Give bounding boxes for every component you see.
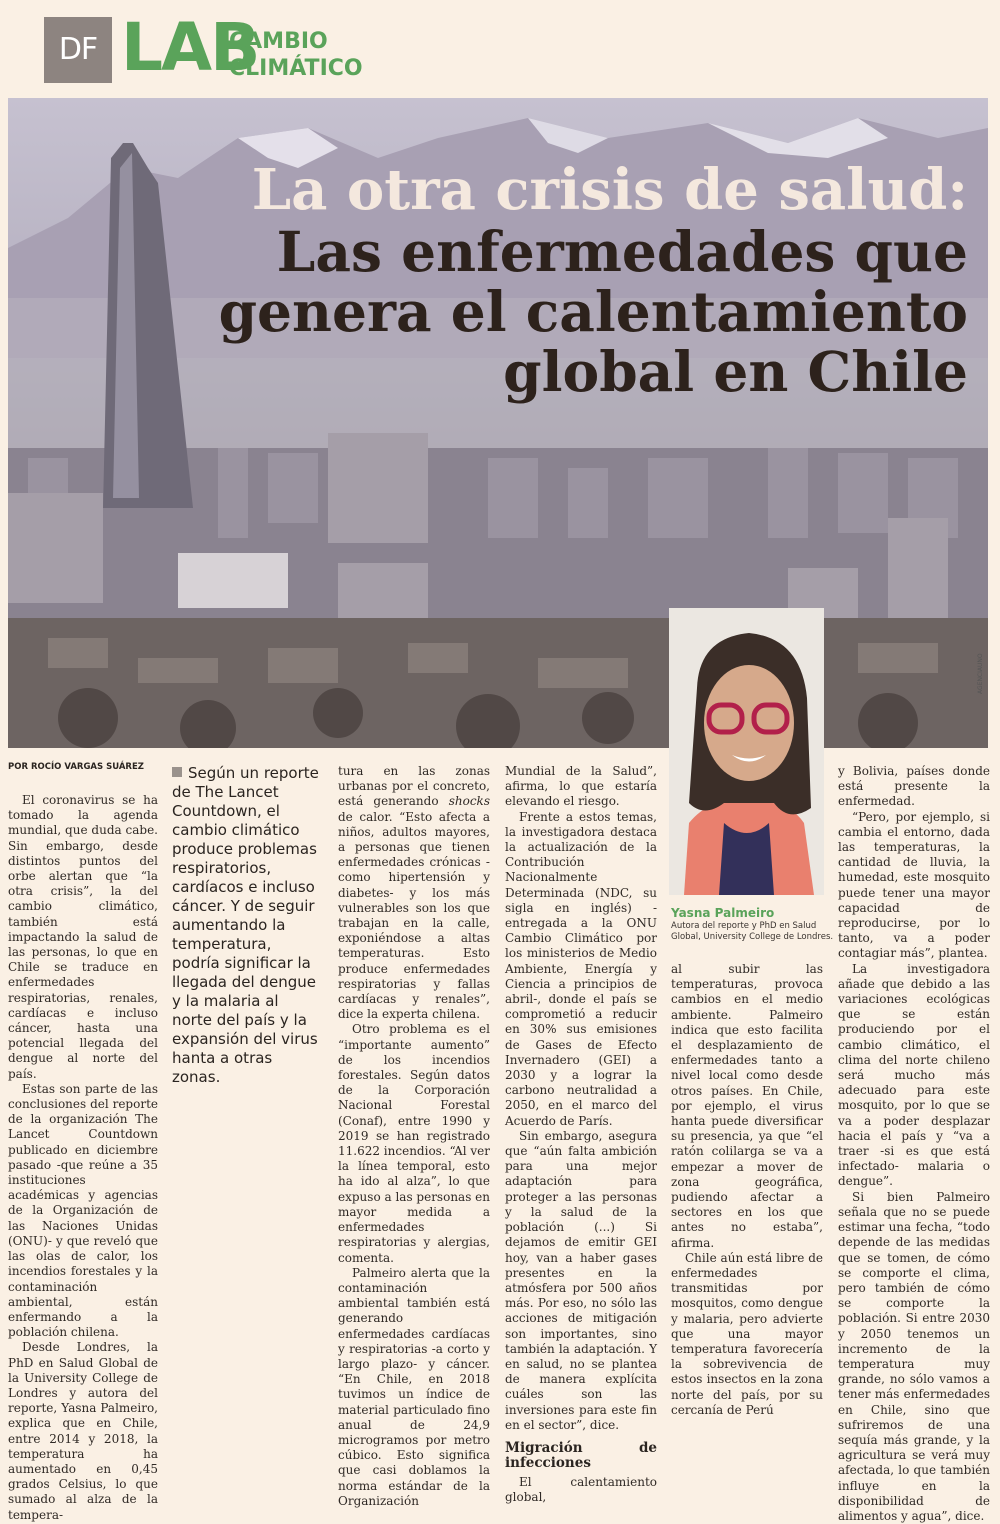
lab-logo: LAB (121, 9, 259, 86)
section-label (229, 28, 363, 82)
pull-quote (172, 764, 322, 1087)
headline-line4: global en Chile (503, 339, 968, 404)
paragraph: El calentamiento global, (505, 1474, 657, 1505)
paragraph: Si bien Palmeiro señala que no se puede estimar una fecha, “todo depende de las medidas que se tomen, de cómo se comporte el clima, pero también de cómo se comporte la población. Si entre 2030 y 2050 tenemos un incremento de la temperatura muy grande, no sólo vamos a tener más enfermedades en Chile, sino que sufriremos de una sequía más grande, y la agricultura se verá muy afectada, lo que también influye en la disponibilidad de alimentos y agua”, dice. (838, 1189, 990, 1523)
section-label-line2: CLIMÁTICO (229, 56, 363, 81)
paragraph: Palmeiro alerta que la contaminación ambiental también está generando enfermedades cardíacas y respiratorias -a corto y largo plazo- y cáncer. “En Chile, en 2018 tuvimos un índice de material particulado fino anual de 24,9 microgramos por metro cúbico. Esto significa que casi doblamos la norma estándar de la Organización (338, 1265, 490, 1508)
df-logo: DF (44, 17, 112, 83)
pull-quote-text: Según un reporte de The Lancet Countdown, el cambio climático produce problemas respiratorios, cardíacos e incluso cáncer. Y de seguir aumentando la temperatura, podría significar la llegada del dengue y la malaria al norte del país y la expansión del virus hanta a otras zonas. (172, 764, 319, 1086)
portrait-photo (669, 608, 824, 895)
article-column-5 (671, 962, 823, 1418)
caption-text: Autora del reporte y PhD en Salud Global, University College de Londres. (671, 921, 834, 942)
paragraph: Desde Londres, la PhD en Salud Global de la University College de Londres y autora del reporte, Yasna Palmeiro, explica que en Chile, entre 2014 y 2018, la temperatura ha aumentado en 0,45 grados Celsius, lo que sumado al alza de la tempera- (8, 1340, 158, 1522)
masthead (0, 0, 1000, 98)
paragraph: Otro problema es el “importante aumento” de los incendios forestales. Según datos de la Corporación Nacional Forestal (Conaf), entre 1990 y 2019 se han registrado 11.622 incendios. “Al ver la línea temporal, esto ha ido al alza”, lo que expuso a las personas en mayor medida a enfermedades respiratorias y alergias, comenta. (338, 1022, 490, 1265)
paragraph: Estas son parte de las conclusiones del reporte de la organización The Lancet Countdown publicado en diciembre pasado -que reúne a 35 instituciones académicas y agencias de la Organización de las Naciones Unidas (ONU)- y que reveló que las olas de calor, los incendios forestales y la contaminación ambiental, están enfermando a la población chilena. (8, 1081, 158, 1340)
headline-line3: genera el calentamiento (218, 279, 968, 344)
subheading: Migración de infecciones (505, 1439, 657, 1471)
paragraph: El coronavirus se ha tomado la agenda mundial, que duda cabe. Sin embargo, desde distintos puntos del orbe alertan que “la otra crisis”, la del cambio climático, también está impactando la salud de las personas, lo que en Chile se traduce en enfermedades respiratorias, renales, cardíacas e incluso cáncer, hasta una potencial llegada del dengue al norte del país. (8, 793, 158, 1081)
square-bullet-icon (172, 767, 182, 777)
section-label-line1: CAMBIO (229, 29, 328, 54)
article-column-1 (8, 793, 158, 1523)
paragraph: Frente a estos temas, la investigadora destaca la actualización de la Contribución Nacionalmente Determinada (NDC, su sigla en inglés) -entregada a la ONU Cambio Climático por los ministerios de Medio Ambiente, Energía y Ciencia a principios de abril-, donde el país se comprometió a reducir en 30% sus emisiones de Gases de Efecto Invernadero (GEI) a 2030 y a lograr la carbono neutralidad a 2050, en el marco del Acuerdo de París. (505, 809, 657, 1128)
article-column-3 (338, 764, 490, 1509)
byline: POR ROCÍO VARGAS SUÁREZ (8, 762, 144, 772)
paragraph: Sin embargo, asegura que “aún falta ambición para una mejor adaptación para proteger a las personas y la salud de la población (...) Si dejamos de emitir GEI hoy, van a haber gases presentes en la atmósfera por 500 años más. Por eso, no sólo las acciones de mitigación son importantes, sino también la adaptación. Y en salud, no se plantea de manera explícita cuáles son las inversiones para este fin en el sector”, dice. (505, 1128, 657, 1432)
headline-line2: Las enfermedades que (276, 219, 968, 284)
paragraph: “Pero, por ejemplo, si cambia el entorno, dada las temperaturas, la cantidad de lluvia, la humedad, este mosquito puede tener una mayor capacidad de reproducirse, por lo tanto, va a poder contagiar más”, plantea. (838, 809, 990, 961)
hero-photo-santiago-smog (8, 98, 988, 748)
paragraph: tura en las zonas urbanas por el concreto, está generando shocks de calor. “Esto afecta a niños, adultos mayores, a personas que tienen enfermedades crónicas -como hipertensión y diabetes- y los más vulnerables son los que trabajan en la calle, exponiéndose a altas temperaturas. Esto produce enfermedades respiratorias y fallas cardíacas y renales”, dice la experta chilena. (338, 764, 490, 1022)
article-column-4 (505, 764, 657, 1505)
headline (148, 158, 968, 402)
portrait-illustration (669, 608, 824, 895)
paragraph: La investigadora añade que debido a las variaciones ecológicas que se están produciendo por el cambio climático, el clima del norte chileno será mucho más adecuado para este mosquito, por lo que se va a poder desplazar hacia el país y “va a traer -si es que está infectado- malaria o dengue”. (838, 961, 990, 1189)
paragraph: Mundial de la Salud”, afirma, lo que estaría elevando el riesgo. (505, 764, 657, 809)
paragraph: al subir las temperaturas, provoca cambios en el medio ambiente. Palmeiro indica que esto facilita el desplazamiento de enfermedades tanto a nivel local como desde otros países. En Chile, por ejemplo, el virus hanta puede diversificar su presencia, ya que “el ratón colilarga se va a empezar a mover de zona geográfica, pudiendo afectar a sectores en los que antes no estaba”, afirma. (671, 962, 823, 1250)
paragraph: y Bolivia, países donde está presente la enfermedad. (838, 764, 990, 809)
photo-credit: AGENCIAUNO (977, 653, 984, 694)
headline-line1: La otra crisis de salud: (251, 157, 968, 223)
article-column-6 (838, 764, 990, 1524)
caption-name: Yasna Palmeiro (671, 906, 775, 920)
paragraph: Chile aún está libre de enfermedades transmitidas por mosquitos, como dengue y malaria, pero advierte que una mayor temperatura favorecería la sobrevivencia de estos insectos en la zona norte del país, por su cercanía de Perú (671, 1250, 823, 1417)
